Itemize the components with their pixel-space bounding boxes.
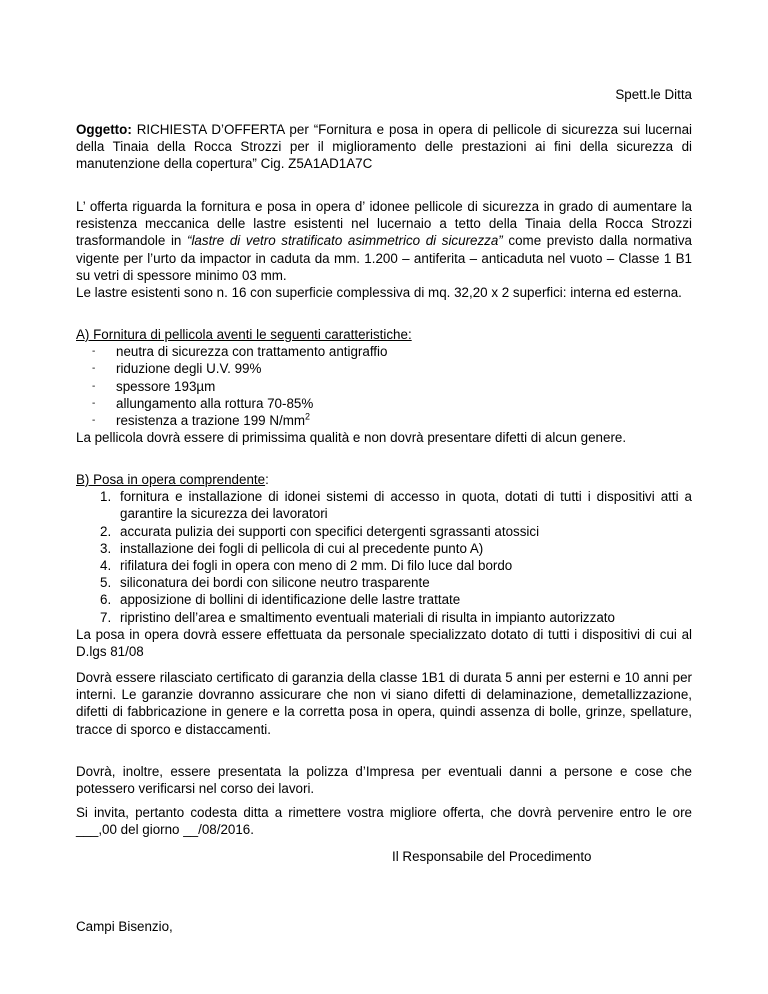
section-a	[76, 326, 692, 446]
list-item: 5. siliconatura dei bordi con silicone neutro trasparente	[100, 575, 430, 591]
section-b-heading: B) Posa in opera comprendente	[76, 472, 266, 487]
superscript: 2	[305, 411, 311, 422]
list-item: - spessore 193µm	[92, 378, 216, 394]
list-item: - resistenza a trazione 199 $N/mm^2$	[92, 411, 311, 429]
intro-text-part1: L’ offerta riguarda la fornitura e posa in opera d’ idonee pellicole di sicurezza in grado di aumentare la resistenza meccanica delle lastre esistenti nel lucernaio a tetto della Tinaia della Rocca Strozzi trasformandole in	[76, 199, 692, 249]
section-b-closing: La posa in opera dovrà essere effettuata da personale specializzato dotato di tutti i dispositivi di cui al D.lgs 81/08	[76, 626, 692, 660]
section-b: B) Posa in opera comprendente: 1. fornitura e installazione di idonei sistemi di accesso in quota, dotati di tutti i dispositivi atti a garantire la sicurezza dei lavoratori 2. accurata pulizia dei supporti con specifici detergenti sgrassanti atossici 3. installazione dei fogli di pellicola di cui al precedente punto A) 4. rifilatura dei fogli in opera con meno di 2 mm. Di filo luce dal bordo 5. siliconatura dei bordi con silicone neutro trasparente 6. apposizione di bollini di identificazione delle lastre trattate 7. ripristino dell’area e smaltimento eventuali materiali di risulta in impianto autorizzato La posa in opera dovrà essere effettuata da personale specializzato dotato di tutti i dispositivi di cui al D.lgs 81/08	[76, 472, 692, 660]
recipient: Spett.le Ditta	[615, 87, 692, 102]
subject-text: RICHIESTA D’OFFERTA per “Fornitura e posa in opera di pellicole di sicurezza sui lucernai della Tinaia della Rocca Strozzi per il miglioramento delle prestazioni ai fini della sicurezza di manutenzione della copertura” Cig. Z5A1AD1A7C	[76, 122, 692, 172]
signature-line: Il Responsabile del Procedimento	[392, 849, 592, 864]
list-item: 2. accurata pulizia dei supporti con specifici detergenti sgrassanti atossici	[100, 523, 540, 539]
intro-block	[76, 198, 692, 301]
invitation-paragraph: Si invita, pertanto codesta ditta a rimettere vostra migliore offerta, che dovrà pervenire entro le ore ___,00 del giorno __/08/2016.	[76, 805, 692, 838]
list-item: - neutra di sicurezza con trattamento antigraffio	[92, 344, 388, 360]
intro-text-italic: “lastre di vetro stratificato asimmetrico di sicurezza”	[187, 233, 503, 249]
list-item: - allungamento alla rottura 70-85%	[92, 395, 314, 411]
subject-label: Oggetto:	[76, 122, 132, 137]
section-a-closing: La pellicola dovrà essere di primissima qualità e non dovrà presentare difetti di alcun genere.	[76, 430, 627, 446]
list-item: 6. apposizione di bollini di identificazione delle lastre trattate	[100, 592, 461, 608]
insurance-paragraph: Dovrà, inoltre, essere presentata la polizza d’Impresa per eventuali danni a persone e cose che potessero verificarsi nel corso dei lavori.	[76, 764, 692, 797]
section-a-heading: A) Fornitura di pellicola aventi le seguenti caratteristiche:	[76, 327, 412, 342]
list-item: 3. installazione dei fogli di pellicola di cui al precedente punto A)	[100, 540, 484, 556]
subject-block	[76, 121, 692, 173]
list-item: 4. rifilatura dei fogli in opera con meno di 2 mm. Di filo luce dal bordo	[100, 558, 513, 574]
list-item: 1. fornitura e installazione di idonei sistemi di accesso in quota, dotati di tutti i dispositivi atti a garantire la sicurezza dei lavoratori	[100, 489, 692, 522]
guarantee-paragraph: Dovrà essere rilasciato certificato di garanzia della classe 1B1 di durata 5 anni per esterni e 10 anni per interni. Le garanzie dovranno assicurare che non vi siano difetti di delaminazione, demetallizzazione, difetti di fabbricazione in genere e la corretta posa in opera, quindi assenza di bolle, grinze, spellature, tracce di sporco e distaccamenti.	[76, 670, 692, 737]
list-item: - riduzione degli U.V. 99%	[92, 361, 262, 377]
section-a-list	[76, 343, 692, 429]
intro-text-part3: Le lastre esistenti sono n. 16 con superficie complessiva di mq. 32,20 x 2 superfici: interna ed esterna.	[76, 285, 682, 301]
letter-page	[76, 0, 692, 994]
list-item: 7. ripristino dell’area e smaltimento eventuali materiali di risulta in impianto autorizzato	[100, 609, 615, 625]
intro-text-part2: come previsto dalla normativa vigente per l’urto da impactor in caduta da mm. 1.200 – antiferita – anticaduta nel vuoto – Classe 1 B1 su vetri di spessore minimo 03 mm.	[76, 233, 692, 283]
section-b-list	[76, 488, 692, 626]
place-line: Campi Bisenzio,	[76, 919, 173, 934]
